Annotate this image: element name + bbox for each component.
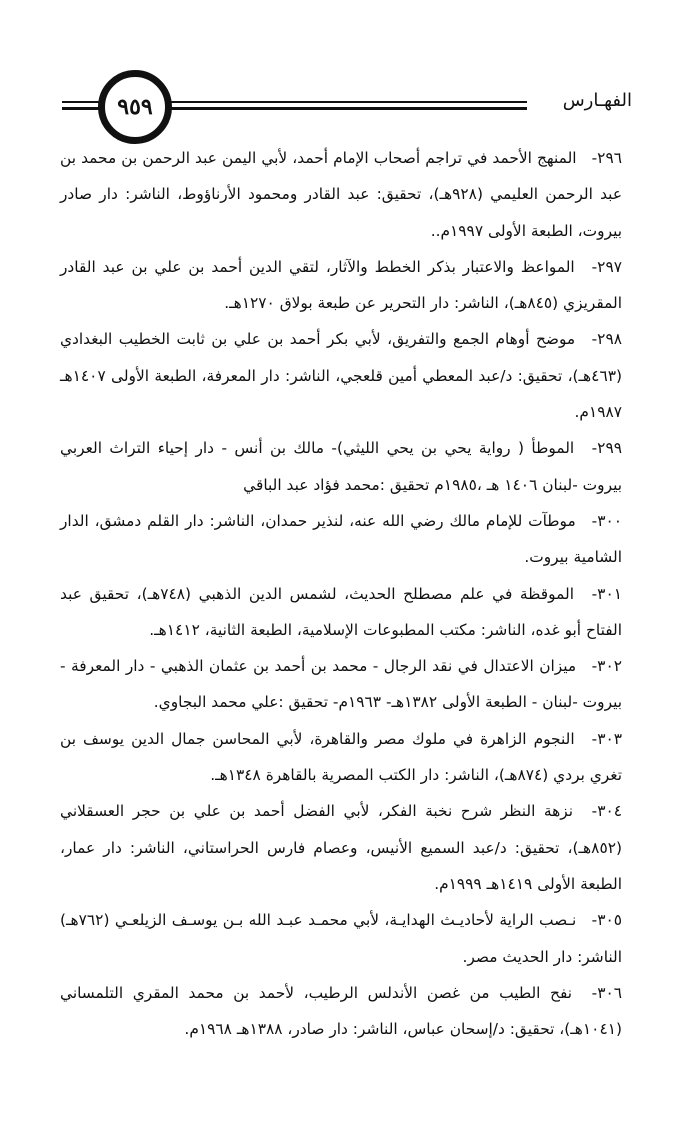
- entry-text: موطآت للإمام مالك رضي الله عنه، لنذير حمدان، الناشر: دار القلم دمشق، الدار الشامية بيروت.: [60, 511, 622, 567]
- entry-number: ٢٩٩-: [591, 439, 622, 458]
- entry-number: ٣٠٣-: [591, 729, 622, 748]
- header-title: الفهـارس: [555, 90, 632, 112]
- page-number-badge: [98, 70, 172, 144]
- entry-number: ٣٠٦-: [591, 983, 622, 1002]
- entry-number: ٣٠٢-: [591, 657, 622, 676]
- page-number: ٩٥٩: [117, 94, 153, 120]
- entry-text: الموطأ ( رواية يحي بن يحي الليثي)- مالك بن أنس - دار إحياء التراث العربي بيروت -لبنان ١٤٠٦ هـ ،١٩٨٥م تحقيق :محمد فؤاد عبد الباقي: [60, 439, 622, 494]
- entry-text: نفح الطيب من غصن الأندلس الرطيب، لأحمد بن محمد المقري التلمساني (١٠٤١هـ)، تحقيق: د/إسحان عباس، الناشر: دار صادر، ١٣٨٨هـ ١٩٦٨م.: [60, 983, 622, 1039]
- entry-text: ميزان الاعتدال في نقد الرجال - محمد بن أحمد بن عثمان الذهبي - دار المعرفة - بيروت -لبنان - الطبعة الأولى ١٣٨٢هـ- ١٩٦٣م- تحقيق :علي محمد البجاوي.: [60, 657, 622, 712]
- bibliography-entry: [60, 249, 622, 322]
- bibliography-entry: [60, 576, 622, 649]
- entry-text: الموقظة في علم مصطلح الحديث، لشمس الدين الذهبي (٧٤٨هـ)، تحقيق عبد الفتاح أبو غده، الناشر: مكتب المطبوعات الإسلامية، الطبعة الثانية، ١٤١٢هـ.: [60, 584, 622, 639]
- entry-text: المواعظ والاعتبار بذكر الخطط والآثار، لتقي الدين أحمد بن علي بن عبد القادر المقريزي (٨٤٥هـ)، الناشر: دار التحرير عن طبعة بولاق ١٢٧٠هـ.: [60, 257, 622, 313]
- entry-number: ٢٩٦-: [591, 149, 622, 167]
- entry-number: ٣٠٠-: [591, 511, 622, 530]
- bibliography-entry: [60, 140, 622, 249]
- entry-number: ٣٠٥-: [591, 911, 622, 930]
- entry-text: نـصب الراية لأحاديـث الهدايـة، لأبي محمـد عبـد الله بـن يوسـف الزيلعـي (٧٦٢هـ) الناشر: دار الحديث مصر.: [60, 911, 622, 966]
- bibliography-entry: [60, 321, 622, 430]
- entry-text: المنهج الأحمد في تراجم أصحاب الإمام أحمد، لأبي اليمن عبد الرحمن بن محمد بن عبد الرحمن العليمي (٩٢٨هـ)، تحقيق: عبد القادر ومحمود الأرناؤوط، الناشر: دار صادر بيروت، الطبعة الأولى ١٩٩٧م..: [60, 149, 623, 240]
- entry-text: النجوم الزاهرة في ملوك مصر والقاهرة، لأبي المحاسن جمال الدين يوسف بن تغري بردي (٨٧٤هـ)، الناشر: دار الكتب المصرية بالقاهرة ١٣٤٨هـ.: [60, 729, 622, 785]
- entry-text: موضح أوهام الجمع والتفريق، لأبي بكر أحمد بن علي بن ثابت الخطيب البغدادي (٤٦٣هـ)، تحقيق: د/عبد المعطي أمين قلعجي، الناشر: دار المعرفة، الطبعة الأولى ١٤٠٧هـ ١٩٨٧م.: [60, 330, 622, 422]
- bibliography-entry: [60, 721, 622, 794]
- entry-number: ٢٩٨-: [591, 330, 622, 349]
- entry-number: ٣٠٤-: [591, 802, 622, 821]
- entry-number: ٣٠١-: [591, 584, 622, 603]
- bibliography-entry: [60, 648, 622, 721]
- bibliography-entry: [60, 430, 622, 503]
- bibliography-list: [60, 140, 622, 1047]
- entry-number: ٢٩٧-: [591, 257, 622, 276]
- bibliography-entry: [60, 902, 622, 975]
- bibliography-entry: [60, 793, 622, 902]
- page-header: [62, 60, 632, 130]
- bibliography-entry: [60, 503, 622, 576]
- bibliography-entry: [60, 975, 622, 1048]
- entry-text: نزهة النظر شرح نخبة الفكر، لأبي الفضل أحمد بن علي بن حجر العسقلاني (٨٥٢هـ)، تحقيق: د/عبد السميع الأنيس، وعصام فارس الحراستاني، الناشر: دار عمار، الطبعة الأولى ١٤١٩هـ ١٩٩٩م.: [60, 802, 622, 893]
